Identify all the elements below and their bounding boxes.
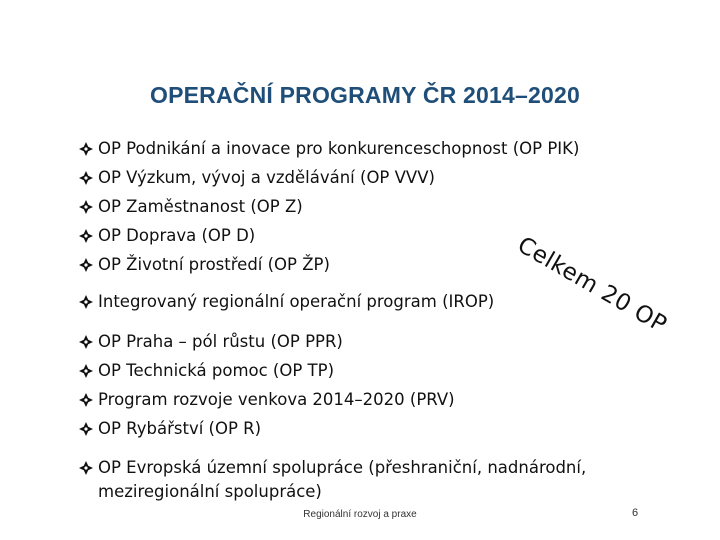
diamond-bullet-icon: [78, 137, 98, 161]
list-item: [78, 137, 579, 161]
list-item: [78, 224, 255, 248]
total-count-label: Celkem 20 OP: [513, 232, 672, 339]
list-item-text: OP Zaměstnanost (OP Z): [98, 197, 303, 216]
list-item: [78, 359, 334, 383]
diamond-bullet-icon: [78, 166, 98, 190]
diamond-bullet-icon: [78, 330, 98, 354]
list-item-text: OP Výzkum, vývoj a vzdělávání (OP VVV): [98, 168, 435, 187]
page-number: 6: [632, 507, 639, 519]
diamond-bullet-icon: [78, 290, 98, 314]
list-item: [78, 417, 261, 441]
slide-title: OPERAČNÍ PROGRAMY ČR 2014–2020: [150, 82, 580, 108]
list-item: [78, 166, 435, 190]
list-item: [78, 195, 303, 219]
list-item-text: OP Rybářství (OP R): [98, 419, 262, 438]
list-item-text: Program rozvoje venkova 2014–2020 (PRV): [98, 390, 455, 409]
list-item-text: Integrovaný regionální operační program (IROP): [98, 292, 495, 311]
diamond-bullet-icon: [78, 359, 98, 383]
list-item: [78, 388, 455, 412]
list-item-text: OP Podnikání a inovace pro konkurenceschopnost (OP PIK): [98, 139, 580, 158]
list-item-text: OP Životní prostředí (OP ŽP): [98, 255, 330, 274]
list-item: [78, 330, 343, 354]
footer-text: Regionální rozvoj a praxe: [303, 509, 417, 520]
diamond-bullet-icon: [78, 388, 98, 412]
list-item: [78, 290, 494, 314]
list-item-text: OP Evropská územní spolupráce (přeshraniční, nadnárodní, meziregionální spolupráce): [98, 458, 587, 501]
list-item: [78, 456, 658, 504]
list-item-text: OP Praha – pól růstu (OP PPR): [98, 332, 343, 351]
diamond-bullet-icon: [78, 417, 98, 441]
list-item-text: OP Doprava (OP D): [98, 226, 256, 245]
diamond-bullet-icon: [78, 456, 98, 480]
diamond-bullet-icon: [78, 224, 98, 248]
list-item-text: OP Technická pomoc (OP TP): [98, 361, 335, 380]
list-item: [78, 253, 330, 277]
diamond-bullet-icon: [78, 195, 98, 219]
diamond-bullet-icon: [78, 253, 98, 277]
